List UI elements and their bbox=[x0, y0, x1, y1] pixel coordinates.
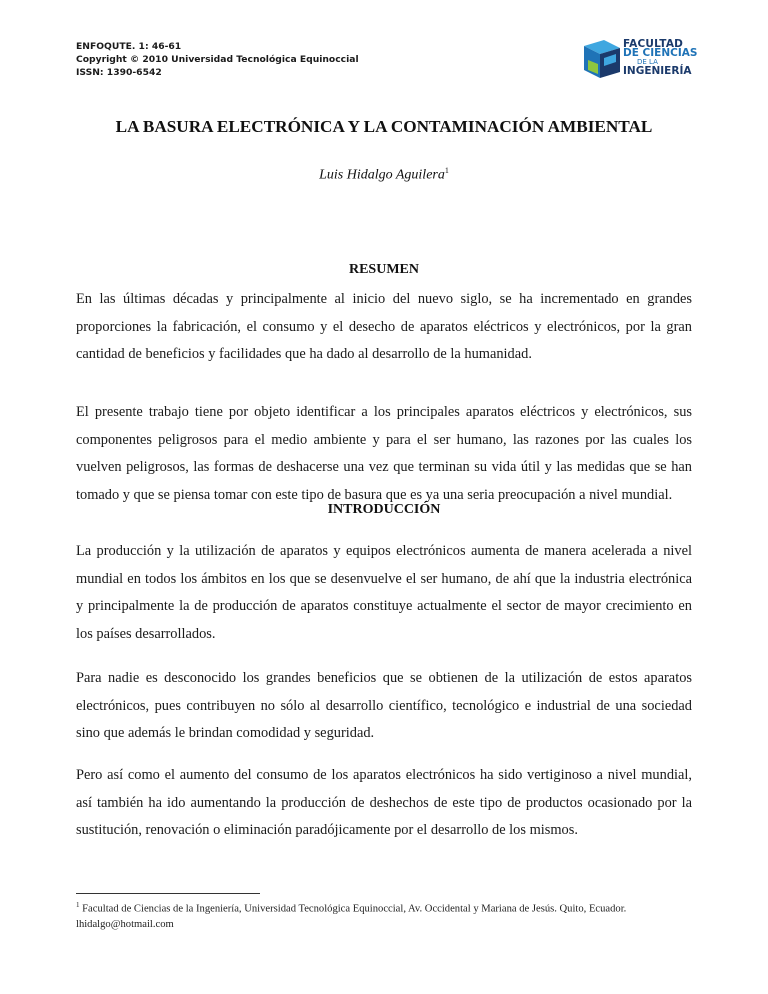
issn-line: ISSN: 1390-6542 bbox=[76, 67, 162, 78]
author-name: Luis Hidalgo Aguilera bbox=[319, 167, 445, 183]
copyright-line: Copyright © 2010 Universidad Tecnológica Equinoccial bbox=[76, 54, 359, 65]
footnote-mark: 1 bbox=[76, 901, 80, 909]
abstract-heading: RESUMEN bbox=[348, 262, 419, 277]
introduction-paragraph: Pero así como el aumento del consumo de los aparatos electrónicos ha sido vertiginoso a nivel mundial, así también ha ido aumentando la producción de deshechos de este tipo de productos ocasionado por la sustitución, renovación o eliminación paradójicamente por el desarrollo de los mismos. bbox=[76, 767, 692, 838]
introduction-heading: INTRODUCCIÓN bbox=[327, 502, 441, 517]
introduction-paragraph: La producción y la utilización de aparatos y equipos electrónicos aumenta de manera acelerada a nivel mundial en todos los ámbitos en los que se desenvuelve el ser humano, de ahí que la industria electrónica y principalmente la de producción de aparatos constituye actualmente el sector de mayor crecimiento en los países desarrollados. bbox=[76, 543, 692, 642]
logo-line-1: FACULTAD bbox=[623, 38, 684, 50]
faculty-logo-icon bbox=[580, 38, 624, 86]
article-title: LA BASURA ELECTRÓNICA Y LA CONTAMINACIÓN AMBIENTAL bbox=[115, 117, 653, 136]
footnote-text: Facultad de Ciencias de la Ingeniería, Universidad Tecnológica Equinoccial, Av. Occidental y Mariana de Jesús. Quito, Ecuador. lhidalgo@hotmail.com bbox=[76, 903, 627, 930]
faculty-logo bbox=[580, 38, 700, 88]
journal-header bbox=[76, 40, 359, 79]
footnote bbox=[76, 898, 692, 932]
abstract-paragraph: En las últimas décadas y principalmente al inicio del nuevo siglo, se ha incrementado en grandes proporciones la fabricación, el consumo y el desecho de aparatos eléctricos y electrónicos, por la gran cantidad de beneficios y facilidades que ha dado al desarrollo de la humanidad. bbox=[76, 291, 692, 362]
logo-wordmark bbox=[623, 40, 697, 76]
logo-line-2: DE CIENCIAS bbox=[623, 47, 698, 59]
logo-line-4: INGENIERÍA bbox=[623, 65, 692, 77]
logo-line-3: DE LA bbox=[637, 58, 658, 66]
abstract-paragraph: El presente trabajo tiene por objeto identificar a los principales aparatos eléctricos y electrónicos, sus componentes peligrosos para el medio ambiente y para el ser humano, las razones por las cuales los vuelven peligrosos, las formas de deshacerse una vez que terminan su vida útil y las medidas que se han tomado y que se piensa tomar con este tipo de basura que es ya una seria preocupación a nivel mundial. bbox=[76, 404, 692, 503]
author-line bbox=[0, 166, 768, 184]
author-footnote-mark: 1 bbox=[444, 166, 449, 175]
footnote-divider bbox=[76, 893, 260, 894]
introduction-paragraph: Para nadie es desconocido los grandes beneficios que se obtienen de la utilización de estos aparatos electrónicos, pues contribuyen no sólo al desarrollo científico, tecnológico e industrial de una sociedad sino que además le brindan comodidad y seguridad. bbox=[76, 670, 692, 741]
journal-citation: ENFOQUTE. 1: 46-61 bbox=[76, 41, 182, 52]
